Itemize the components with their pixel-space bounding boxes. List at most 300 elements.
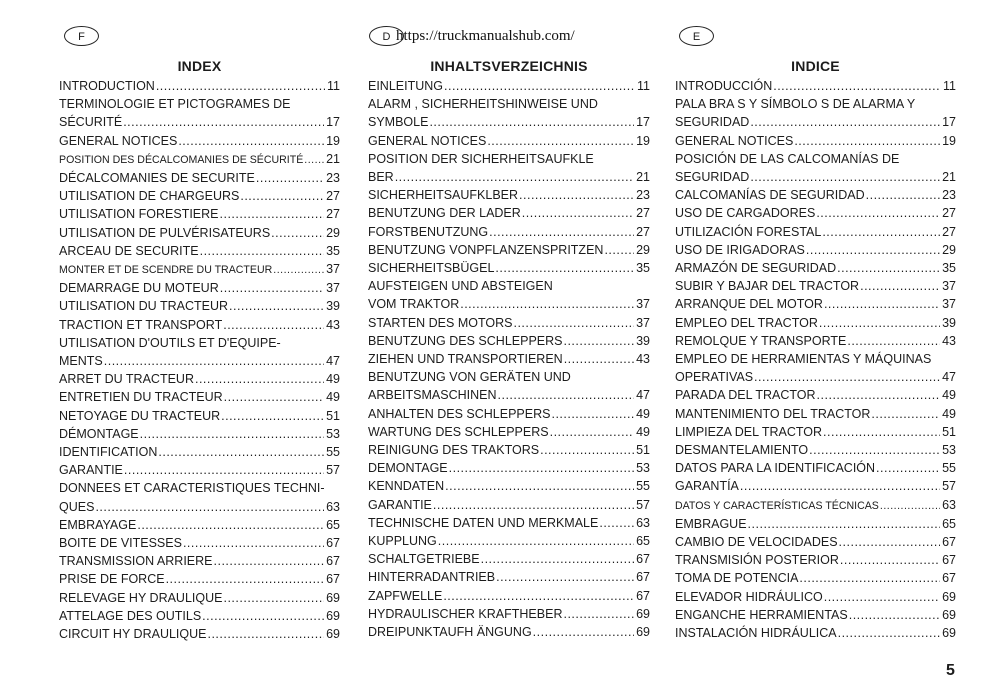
toc-list-german bbox=[368, 77, 650, 641]
toc-list-french bbox=[59, 77, 340, 643]
toc-entry-page: 17 bbox=[942, 115, 956, 130]
toc-entry bbox=[59, 77, 340, 95]
toc-entry-line bbox=[368, 623, 650, 641]
toc-entry-label: UTILISATION DE CHARGEURS bbox=[59, 189, 240, 204]
dot-leader bbox=[816, 204, 940, 222]
dot-leader bbox=[599, 514, 634, 532]
toc-entry-label: GENERAL NOTICES bbox=[675, 133, 794, 148]
toc-entry-line bbox=[59, 625, 340, 643]
toc-entry-page: 49 bbox=[942, 406, 956, 421]
dot-leader bbox=[806, 241, 940, 259]
dot-leader bbox=[604, 241, 634, 259]
toc-entry bbox=[59, 407, 340, 425]
toc-entry-label: UTILIZACIÓN FORESTAL bbox=[675, 224, 822, 239]
toc-entry-page: 39 bbox=[636, 333, 650, 348]
toc-entry-line bbox=[675, 241, 956, 259]
toc-entry-page: 47 bbox=[636, 388, 650, 403]
toc-entry-page: 35 bbox=[636, 261, 650, 276]
toc-entry-label: BENUTZUNG VONPFLANZENSPRITZEN bbox=[368, 242, 604, 257]
toc-entry bbox=[59, 425, 340, 443]
toc-entry bbox=[675, 496, 956, 515]
dot-leader bbox=[860, 277, 940, 295]
toc-entry bbox=[59, 461, 340, 479]
toc-entry-page: 69 bbox=[942, 626, 956, 641]
toc-entry-label: EINLEITUNG bbox=[368, 79, 444, 93]
source-url[interactable]: https://truckmanualshub.com/ bbox=[396, 28, 575, 44]
toc-entry bbox=[675, 150, 956, 186]
toc-entry-line bbox=[59, 589, 340, 607]
toc-entry bbox=[675, 515, 956, 533]
toc-entry-label: INSTALACIÓN HIDRÁULICA bbox=[675, 626, 837, 641]
toc-entry-line bbox=[675, 624, 956, 642]
toc-entry-page: 69 bbox=[326, 627, 340, 642]
toc-entry bbox=[675, 405, 956, 423]
dot-leader bbox=[460, 295, 634, 313]
toc-entry bbox=[675, 477, 956, 495]
toc-entry-line bbox=[368, 477, 650, 495]
toc-entry bbox=[368, 77, 650, 95]
toc-entry-page: 53 bbox=[942, 443, 956, 458]
toc-entry-line bbox=[368, 514, 650, 532]
toc-entry-line bbox=[675, 113, 956, 131]
toc-entry-line bbox=[675, 386, 956, 404]
toc-entry-page: 57 bbox=[636, 497, 650, 512]
toc-entry bbox=[59, 552, 340, 570]
toc-entry-line bbox=[59, 316, 340, 334]
toc-entry bbox=[368, 332, 650, 350]
toc-entry-line bbox=[59, 242, 340, 260]
toc-entry bbox=[368, 204, 650, 222]
dot-leader bbox=[817, 386, 941, 404]
toc-entry-label: MANTENIMIENTO DEL TRACTOR bbox=[675, 406, 871, 421]
toc-entry bbox=[675, 459, 956, 477]
toc-entry-label: DÉCALCOMANIES DE SECURITE bbox=[59, 171, 255, 186]
toc-entry-label-line: ALARM , SICHERHEITSHINWEISE UND bbox=[368, 97, 598, 112]
toc-entry-line bbox=[59, 552, 340, 570]
toc-entry-line bbox=[675, 223, 956, 241]
toc-entry-line bbox=[368, 405, 650, 423]
toc-entry-label: SICHERHEITSAUFKLBER bbox=[368, 188, 519, 203]
toc-entry-label: ARCEAU DE SECURITE bbox=[59, 243, 199, 258]
toc-entry-line bbox=[675, 405, 956, 423]
toc-entry-page: 23 bbox=[942, 188, 956, 203]
toc-entry bbox=[675, 533, 956, 551]
toc-entry bbox=[59, 534, 340, 552]
toc-entry-line bbox=[675, 496, 956, 515]
toc-entry-line bbox=[368, 314, 650, 332]
toc-entry-line bbox=[368, 568, 650, 586]
toc-entry-label: DATOS PARA LA IDENTIFICACIÓN bbox=[675, 461, 876, 476]
toc-entry bbox=[368, 532, 650, 550]
toc-entry-page: 67 bbox=[326, 572, 340, 587]
toc-entry bbox=[59, 205, 340, 223]
toc-entry-page: 39 bbox=[326, 299, 340, 314]
toc-entry-line bbox=[368, 259, 650, 277]
toc-entry bbox=[59, 169, 340, 187]
toc-entry-line bbox=[59, 352, 340, 370]
toc-entry-label: ATTELAGE DES OUTILS bbox=[59, 608, 202, 623]
toc-entry-label: GENERAL NOTICES bbox=[59, 133, 178, 148]
toc-entry-page: 21 bbox=[942, 170, 956, 185]
toc-entry-page: 19 bbox=[636, 133, 650, 148]
toc-entry bbox=[368, 314, 650, 332]
toc-entry-page: 35 bbox=[942, 261, 956, 276]
toc-entry-label-line: DONNEES ET CARACTERISTIQUES TECHNI- bbox=[59, 481, 325, 496]
toc-entry-page: 67 bbox=[326, 554, 340, 569]
toc-entry-label: CAMBIO DE VELOCIDADES bbox=[675, 535, 838, 550]
toc-entry-label: SÉCURITÉ bbox=[59, 115, 123, 130]
toc-entry bbox=[675, 77, 956, 95]
toc-entry bbox=[59, 242, 340, 260]
toc-entry bbox=[368, 496, 650, 514]
toc-entry-label: SEGURIDAD bbox=[675, 170, 750, 185]
toc-list-spanish bbox=[675, 77, 956, 642]
toc-entry-label: ARMAZÓN DE SEGURIDAD bbox=[675, 261, 837, 276]
dot-leader bbox=[866, 186, 940, 204]
toc-entry-page: 49 bbox=[636, 424, 650, 439]
toc-entry-line bbox=[675, 259, 956, 277]
dot-leader bbox=[496, 568, 634, 586]
toc-entry-page: 67 bbox=[636, 552, 650, 567]
dot-leader bbox=[519, 186, 634, 204]
dot-leader bbox=[847, 332, 940, 350]
dot-leader bbox=[214, 552, 325, 570]
dot-leader bbox=[256, 169, 324, 187]
toc-entry-page: 57 bbox=[942, 479, 956, 494]
toc-entry-label: DEMONTAGE bbox=[368, 461, 448, 476]
toc-entry-label: ARBEITSMASCHINEN bbox=[368, 388, 497, 403]
toc-entry-label: BOITE DE VITESSES bbox=[59, 536, 182, 551]
dot-leader bbox=[748, 515, 941, 533]
dot-leader bbox=[740, 477, 940, 495]
dot-leader bbox=[224, 388, 324, 406]
toc-entry-label: BENUTZUNG DES SCHLEPPERS bbox=[368, 333, 563, 348]
toc-entry-line bbox=[59, 113, 340, 131]
toc-entry-label: NETOYAGE DU TRACTEUR bbox=[59, 408, 221, 423]
toc-entry-label: GENERAL NOTICES bbox=[368, 133, 487, 148]
dot-leader bbox=[178, 132, 324, 150]
dot-leader bbox=[444, 77, 635, 95]
toc-entry-label: ZIEHEN UND TRANSPORTIEREN bbox=[368, 352, 563, 367]
toc-entry-page: 23 bbox=[636, 188, 650, 203]
toc-entry-page: 43 bbox=[326, 317, 340, 332]
toc-entry-page: 57 bbox=[326, 463, 340, 478]
dot-leader bbox=[563, 332, 634, 350]
dot-leader bbox=[273, 261, 324, 279]
toc-entry bbox=[59, 187, 340, 205]
toc-entry-page: 17 bbox=[326, 115, 340, 130]
toc-entry-label: DÉMONTAGE bbox=[59, 426, 139, 441]
toc-entry-label: HINTERRADANTRIEB bbox=[368, 570, 496, 585]
dot-leader bbox=[438, 532, 634, 550]
toc-entry-label: SEGURIDAD bbox=[675, 115, 750, 130]
toc-entry-label: INTRODUCCIÓN bbox=[675, 79, 773, 93]
toc-entry bbox=[675, 386, 956, 404]
toc-entry-label: ARRET DU TRACTEUR bbox=[59, 372, 194, 387]
dot-leader bbox=[271, 224, 324, 242]
toc-entry-label: QUES bbox=[59, 499, 95, 514]
toc-entry-page: 49 bbox=[326, 372, 340, 387]
toc-entry-label: PARADA DEL TRACTOR bbox=[675, 388, 816, 403]
toc-entry-line bbox=[59, 498, 340, 516]
dot-leader bbox=[563, 605, 634, 623]
dot-leader bbox=[750, 113, 940, 131]
toc-entry-page: 29 bbox=[326, 225, 340, 240]
toc-entry bbox=[675, 441, 956, 459]
dot-leader bbox=[839, 533, 941, 551]
toc-entry bbox=[368, 223, 650, 241]
toc-entry-page: 55 bbox=[326, 445, 340, 460]
toc-entry-line bbox=[368, 132, 650, 150]
toc-entry-page: 39 bbox=[942, 315, 956, 330]
toc-entry-label-line: POSICIÓN DE LAS CALCOMANÍAS DE bbox=[675, 151, 900, 166]
toc-entry-line bbox=[59, 461, 340, 479]
toc-entry-label: CALCOMANÍAS DE SEGURIDAD bbox=[675, 188, 865, 203]
toc-entry-page: 53 bbox=[326, 426, 340, 441]
toc-entry bbox=[59, 95, 340, 131]
toc-entry-label: EMPLEO DEL TRACTOR bbox=[675, 315, 818, 330]
toc-entry-line bbox=[675, 441, 956, 459]
toc-entry-page: 49 bbox=[942, 388, 956, 403]
dot-leader bbox=[158, 443, 324, 461]
toc-entry-label: MONTER ET DE SCENDRE DU TRACTEUR bbox=[59, 264, 273, 277]
dot-leader bbox=[429, 113, 634, 131]
dot-leader bbox=[498, 386, 635, 404]
toc-entry-page: 17 bbox=[636, 115, 650, 130]
dot-leader bbox=[550, 423, 635, 441]
toc-entry-line bbox=[675, 77, 956, 95]
toc-entry-label: CIRCUIT HY DRAULIQUE bbox=[59, 627, 207, 642]
toc-entry-label: DESMANTELAMIENTO bbox=[675, 443, 809, 458]
toc-entry-label: EMBRAYAGE bbox=[59, 517, 137, 532]
toc-entry-page: 47 bbox=[326, 354, 340, 369]
toc-entry-label: WARTUNG DES SCHLEPPERS bbox=[368, 424, 549, 439]
toc-entry-page: 67 bbox=[942, 535, 956, 550]
toc-entry-page: 35 bbox=[326, 243, 340, 258]
dot-leader bbox=[229, 297, 324, 315]
toc-entry-line bbox=[675, 423, 956, 441]
toc-entry-label: POSITION DES DÉCALCOMANIES DE SÉCURITÉ bbox=[59, 153, 304, 166]
dot-leader bbox=[137, 516, 324, 534]
toc-entry-line bbox=[675, 295, 956, 313]
toc-entry bbox=[368, 550, 650, 568]
toc-entry-line bbox=[675, 204, 956, 222]
toc-entry-page: 27 bbox=[326, 189, 340, 204]
toc-entry-page: 69 bbox=[326, 608, 340, 623]
toc-entry-label: REINIGUNG DES TRAKTORS bbox=[368, 443, 540, 458]
toc-entry-page: 27 bbox=[942, 224, 956, 239]
language-badge-e: E bbox=[679, 26, 714, 46]
toc-entry-line bbox=[675, 459, 956, 477]
dot-leader bbox=[824, 295, 940, 313]
toc-entry-page: 21 bbox=[326, 151, 340, 166]
column-title-inhaltsverzeichnis: INHALTSVERZEICHNIS bbox=[430, 58, 588, 74]
toc-entry-page: 37 bbox=[636, 315, 650, 330]
toc-entry bbox=[368, 350, 650, 368]
toc-entry bbox=[368, 405, 650, 423]
toc-entry-page: 53 bbox=[636, 461, 650, 476]
toc-entry-line bbox=[59, 534, 340, 552]
dot-leader bbox=[822, 223, 940, 241]
toc-entry-label: SCHALTGETRIEBE bbox=[368, 552, 480, 567]
toc-entry bbox=[675, 332, 956, 350]
dot-leader bbox=[871, 405, 940, 423]
toc-entry bbox=[59, 589, 340, 607]
toc-entry-line bbox=[368, 532, 650, 550]
toc-entry-line bbox=[59, 187, 340, 205]
dot-leader bbox=[489, 223, 634, 241]
toc-entry-label: DATOS Y CARACTERÍSTICAS TÉCNICAS bbox=[675, 499, 879, 512]
toc-entry-label: SYMBOLE bbox=[368, 115, 429, 130]
toc-entry-page: 69 bbox=[326, 590, 340, 605]
toc-entry-line bbox=[368, 459, 650, 477]
toc-entry bbox=[59, 625, 340, 643]
toc-entry-line bbox=[368, 168, 650, 186]
toc-entry-line bbox=[368, 550, 650, 568]
toc-entry-line bbox=[675, 588, 956, 606]
dot-leader bbox=[240, 187, 324, 205]
toc-entry-page: 51 bbox=[942, 424, 956, 439]
toc-entry bbox=[675, 551, 956, 569]
toc-entry bbox=[59, 297, 340, 315]
toc-entry-label: UTILISATION DU TRACTEUR bbox=[59, 299, 228, 314]
toc-entry-line bbox=[675, 314, 956, 332]
toc-entry-line bbox=[675, 277, 956, 295]
toc-entry-label: KENNDATEN bbox=[368, 479, 445, 494]
toc-entry bbox=[368, 568, 650, 586]
dot-leader bbox=[304, 151, 324, 169]
dot-leader bbox=[849, 606, 940, 624]
toc-entry bbox=[59, 334, 340, 370]
toc-entry-line bbox=[368, 113, 650, 131]
toc-entry bbox=[675, 95, 956, 131]
toc-entry-label: ZAPFWELLE bbox=[368, 588, 443, 603]
toc-entry-line bbox=[675, 606, 956, 624]
toc-entry bbox=[59, 150, 340, 169]
dot-leader bbox=[513, 314, 634, 332]
dot-leader bbox=[220, 279, 324, 297]
dot-leader bbox=[449, 459, 634, 477]
toc-entry-line bbox=[59, 370, 340, 388]
toc-entry-line bbox=[59, 205, 340, 223]
toc-entry-label: PRISE DE FORCE bbox=[59, 572, 165, 587]
toc-entry bbox=[675, 295, 956, 313]
toc-entry bbox=[675, 606, 956, 624]
dot-leader bbox=[481, 550, 634, 568]
toc-entry bbox=[675, 569, 956, 587]
dot-leader bbox=[819, 314, 940, 332]
toc-entry-page: 11 bbox=[637, 79, 650, 93]
toc-entry-label: TRANSMISSION ARRIERE bbox=[59, 554, 213, 569]
toc-entry-label: IDENTIFICATION bbox=[59, 445, 158, 460]
toc-entry bbox=[59, 316, 340, 334]
toc-entry-page: 67 bbox=[942, 571, 956, 586]
toc-entry bbox=[675, 314, 956, 332]
dot-leader bbox=[837, 259, 940, 277]
toc-entry-line bbox=[59, 407, 340, 425]
toc-entry-label: BENUTZUNG DER LADER bbox=[368, 206, 521, 221]
toc-entry bbox=[675, 624, 956, 642]
toc-entry bbox=[675, 241, 956, 259]
dot-leader bbox=[823, 423, 940, 441]
toc-entry-line bbox=[59, 607, 340, 625]
toc-entry-line bbox=[59, 77, 340, 95]
toc-entry-line bbox=[59, 297, 340, 315]
toc-entry-label-line: EMPLEO DE HERRAMIENTAS Y MÁQUINAS bbox=[675, 352, 932, 367]
toc-entry-line bbox=[368, 587, 650, 605]
toc-entry-line bbox=[368, 186, 650, 204]
toc-entry bbox=[675, 204, 956, 222]
toc-entry-line bbox=[675, 186, 956, 204]
toc-entry bbox=[368, 441, 650, 459]
toc-entry bbox=[675, 350, 956, 386]
toc-entry-label: RELEVAGE HY DRAULIQUE bbox=[59, 590, 223, 605]
dot-leader bbox=[220, 205, 325, 223]
dot-leader bbox=[156, 77, 325, 95]
toc-entry bbox=[368, 623, 650, 641]
toc-entry bbox=[368, 259, 650, 277]
toc-entry-label: MENTS bbox=[59, 354, 103, 369]
toc-entry-label: USO DE IRIGADORAS bbox=[675, 242, 805, 257]
toc-entry-page: 69 bbox=[636, 606, 650, 621]
toc-entry bbox=[368, 477, 650, 495]
toc-entry-page: 23 bbox=[326, 171, 340, 186]
toc-entry-page: 37 bbox=[636, 297, 650, 312]
dot-leader bbox=[880, 497, 940, 515]
toc-entry-label-line: BENUTZUNG VON GERÄTEN UND bbox=[368, 370, 571, 385]
toc-entry-line bbox=[368, 605, 650, 623]
toc-entry bbox=[59, 570, 340, 588]
toc-entry-line bbox=[59, 516, 340, 534]
toc-entry bbox=[368, 186, 650, 204]
toc-entry bbox=[59, 443, 340, 461]
toc-entry-page: 37 bbox=[326, 262, 340, 277]
dot-leader bbox=[195, 370, 324, 388]
toc-entry-page: 67 bbox=[326, 536, 340, 551]
toc-entry-label: TRANSMISIÓN POSTERIOR bbox=[675, 553, 839, 568]
dot-leader bbox=[95, 498, 324, 516]
toc-entry-label: SICHERHEITSBÜGEL bbox=[368, 261, 495, 276]
column-title-indice: INDICE bbox=[791, 58, 840, 74]
toc-entry-line bbox=[368, 295, 650, 313]
toc-entry-line bbox=[675, 132, 956, 150]
dot-leader bbox=[123, 113, 324, 131]
page-number: 5 bbox=[946, 662, 955, 679]
toc-entry-line bbox=[675, 477, 956, 495]
toc-entry-line bbox=[59, 150, 340, 169]
language-badge-d: D bbox=[369, 26, 404, 46]
toc-entry-line bbox=[368, 441, 650, 459]
dot-leader bbox=[207, 625, 324, 643]
dot-leader bbox=[124, 461, 324, 479]
toc-entry-label-line: PALA BRA S Y SÍMBOLO S DE ALARMA Y bbox=[675, 97, 916, 112]
dot-leader bbox=[773, 77, 941, 95]
toc-entry-line bbox=[59, 132, 340, 150]
toc-entry-label: UTILISATION DE PULVÉRISATEURS bbox=[59, 225, 271, 240]
toc-entry-page: 51 bbox=[636, 443, 650, 458]
toc-entry-page: 27 bbox=[636, 224, 650, 239]
toc-entry bbox=[59, 279, 340, 297]
toc-entry bbox=[675, 259, 956, 277]
toc-entry-line bbox=[59, 425, 340, 443]
dot-leader bbox=[522, 204, 634, 222]
toc-entry bbox=[368, 368, 650, 404]
toc-entry-page: 37 bbox=[942, 279, 956, 294]
column-title-index: INDEX bbox=[177, 58, 222, 74]
dot-leader bbox=[495, 259, 634, 277]
toc-entry-page: 69 bbox=[636, 625, 650, 640]
toc-entry-page: 19 bbox=[326, 133, 340, 148]
